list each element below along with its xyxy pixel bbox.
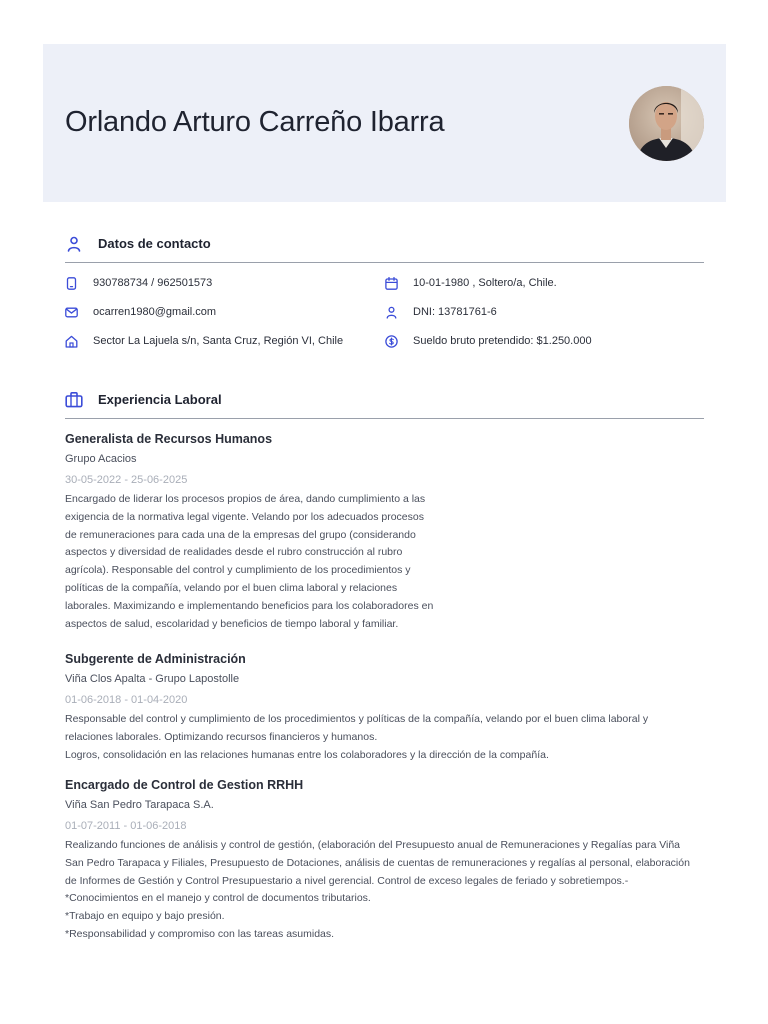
job-company: Viña San Pedro Tarapaca S.A. [65, 799, 214, 811]
money-icon [385, 335, 398, 348]
job-entry [65, 777, 705, 944]
job-description-line: *Trabajo en equipo y bajo presión. [65, 910, 225, 923]
job-title: Subgerente de Administración [65, 652, 246, 666]
job-description-line: Encargado de liderar los procesos propios de área, dando cumplimiento a las [65, 493, 426, 505]
home-icon [65, 335, 78, 348]
contact-dni-text: DNI: 13781761-6 [413, 306, 497, 318]
job-description-line: de remuneraciones para cada una de la empresas del grupo (considerando [65, 528, 416, 541]
job-description-line: *Conocimientos en el manejo y control de documentos tributarios. [65, 892, 371, 905]
job-description [65, 491, 705, 633]
job-entry [65, 431, 705, 633]
contact-phone-text: 930788734 / 962501573 [93, 277, 213, 289]
experience-section-header [65, 389, 704, 419]
job-description-line: laborales. Maximizando e implementando beneficios para los colaboradores en [65, 599, 434, 612]
job-description-line: *Responsabilidad y compromiso con las tareas asumidas. [65, 927, 335, 940]
job-description-line: Responsable del control y cumplimiento de los procedimientos y políticas de la compañía, velando por el buen clima laboral y [65, 713, 649, 725]
avatar [629, 86, 704, 161]
job-description-line: aspectos y diversidad de realidades desde el rubro construcción al rubro [65, 546, 403, 559]
job-description-line: políticas de la compañía, velando por el buen clima laboral y relaciones [65, 581, 398, 594]
calendar-icon [385, 277, 398, 290]
contact-birthdate-text: 10-01-1980 , Soltero/a, Chile. [413, 277, 557, 289]
job-description-line: de Informes de Gestión y Control Presupuestario a nivel gerencial. Control de exceso legales de feriado y sobretiempos.- [65, 874, 629, 887]
job-description-line: exigencia de la normativa legal vigente. Velando por los adecuados procesos [65, 510, 424, 523]
job-company: Viña Clos Apalta - Grupo Lapostolle [65, 673, 240, 685]
job-description-line: Realizando funciones de análisis y control de gestión, (elaboración del Presupuesto anual de Remuneraciones y Regalías para Viña [65, 839, 681, 851]
job-description-line: Logros, consolidación en las relaciones humanas entre los colaboradores y la dirección de la compañía. [65, 748, 549, 761]
contact-salary-text: Sueldo bruto pretendido: $1.250.000 [413, 335, 592, 347]
job-description-line: relaciones laborales. Optimizando recursos financieros y humanos. [65, 730, 378, 743]
job-company: Grupo Acacios [65, 453, 137, 465]
candidate-name: Orlando Arturo Carreño Ibarra [65, 106, 445, 138]
contact-email-text: ocarren1980@gmail.com [93, 306, 217, 318]
job-dates: 01-06-2018 - 01-04-2020 [65, 694, 188, 706]
header-banner [43, 44, 726, 202]
job-description-line: agrícola). Responsable del control y cumplimiento de los procedimientos y [65, 564, 411, 577]
job-entry [65, 651, 705, 764]
job-description [65, 711, 705, 764]
job-description [65, 837, 705, 944]
person-icon [65, 235, 83, 253]
briefcase-icon [65, 391, 83, 409]
mail-icon [65, 306, 78, 319]
job-dates: 01-07-2011 - 01-06-2018 [65, 820, 187, 832]
job-dates: 30-05-2022 - 25-06-2025 [65, 474, 188, 486]
experience-section-title: Experiencia Laboral [98, 392, 222, 407]
job-description-line: San Pedro Tarapaca y Filiales, Presupuesto de Dotaciones, análisis de cuentas de remuneraciones y regalías al personal, elaboración [65, 856, 690, 869]
id-person-icon [385, 306, 398, 319]
profile-photo [629, 86, 704, 161]
contact-section-title: Datos de contacto [98, 236, 211, 251]
job-title: Generalista de Recursos Humanos [65, 432, 273, 446]
contact-address-text: Sector La Lajuela s/n, Santa Cruz, Región VI, Chile [93, 335, 344, 347]
job-description-line: aspectos de salud, escolaridad y beneficios de tiempo laboral y familiar. [65, 617, 399, 630]
job-title: Encargado de Control de Gestion RRHH [65, 778, 304, 792]
contact-section-header [65, 233, 704, 263]
phone-icon [65, 277, 78, 290]
